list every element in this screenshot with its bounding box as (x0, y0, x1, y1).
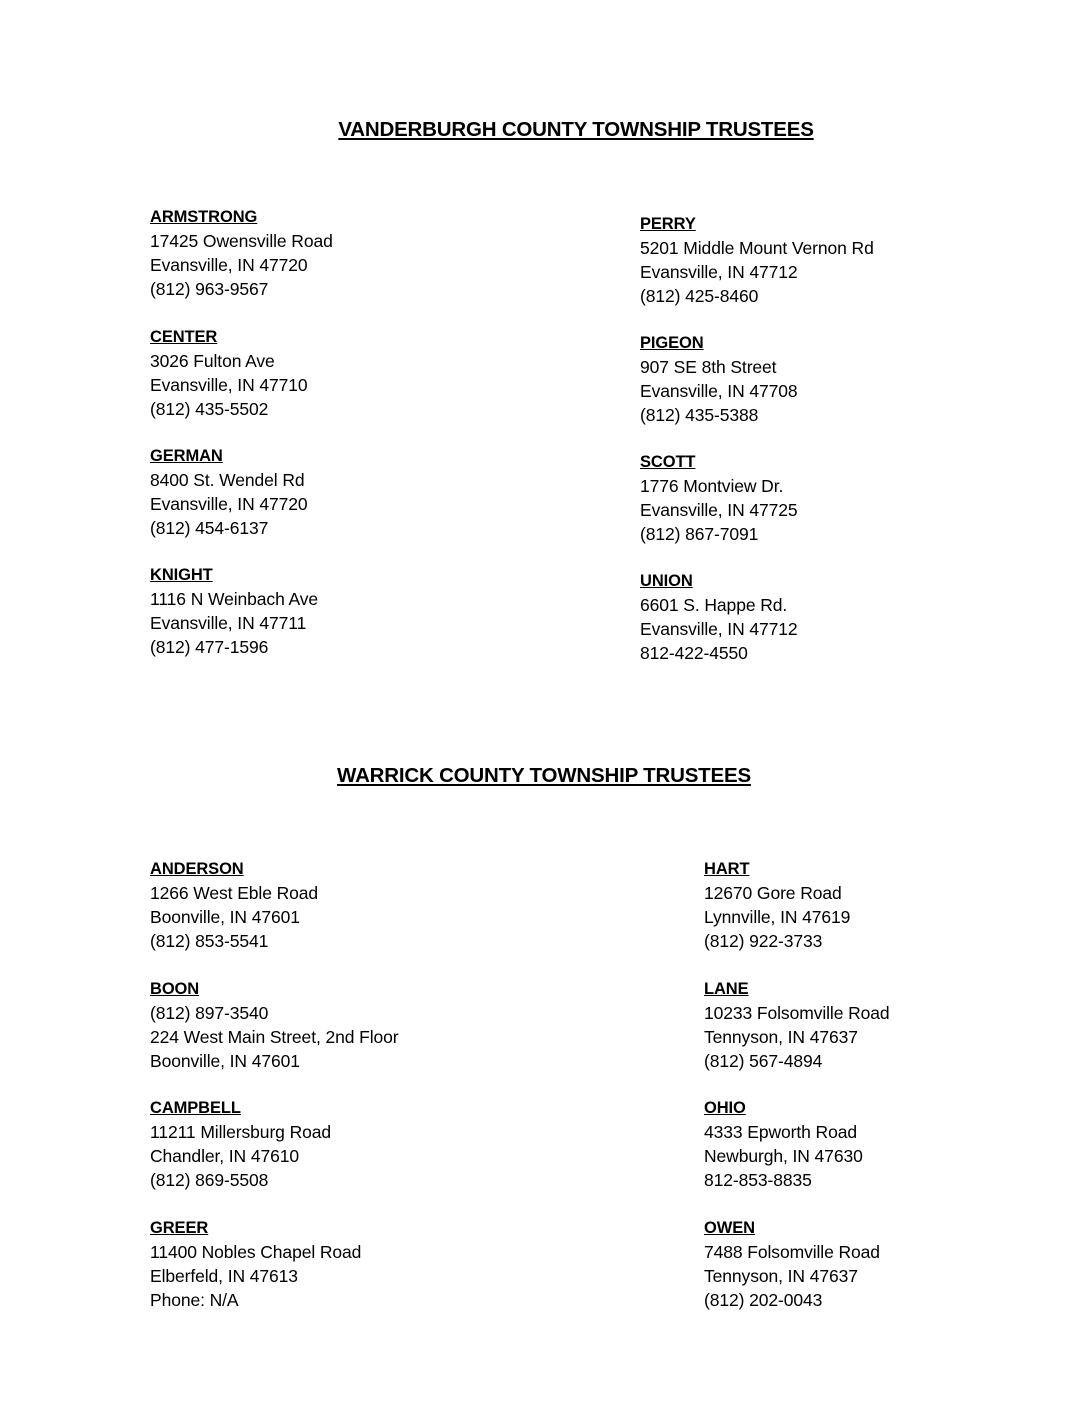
phone-line: 812-422-4550 (640, 643, 748, 663)
city-line: Newburgh, IN 47630 (704, 1146, 863, 1166)
township-name: UNION (640, 572, 693, 590)
township-name: OWEN (704, 1219, 755, 1237)
township-pigeon (640, 331, 798, 427)
township-name: ARMSTRONG (150, 208, 258, 226)
address-line: 3026 Fulton Ave (150, 351, 275, 371)
phone-line: (812) 897-3540 (150, 1003, 269, 1023)
city-line: Evansville, IN 47712 (640, 262, 798, 282)
township-name: SCOTT (640, 453, 696, 471)
address-line: 224 West Main Street, 2nd Floor (150, 1027, 399, 1047)
warrick-title: WARRICK COUNTY TOWNSHIP TRUSTEES (337, 764, 751, 787)
address-line: 6601 S. Happe Rd. (640, 595, 788, 615)
phone-line: (812) 477-1596 (150, 637, 269, 657)
phone-line: 812-853-8835 (704, 1170, 812, 1190)
township-hart (704, 857, 850, 953)
township-name: BOON (150, 980, 200, 998)
address-line: 5201 Middle Mount Vernon Rd (640, 238, 874, 258)
township-greer (150, 1216, 361, 1312)
township-name: CAMPBELL (150, 1099, 241, 1117)
township-name: CENTER (150, 328, 218, 346)
address-line: 10233 Folsomville Road (704, 1003, 890, 1023)
address-line: 12670 Gore Road (704, 883, 842, 903)
city-line: Evansville, IN 47710 (150, 375, 308, 395)
township-anderson (150, 857, 318, 953)
address-line: 8400 St. Wendel Rd (150, 470, 305, 490)
township-boon (150, 977, 399, 1073)
township-ohio (704, 1096, 863, 1192)
township-center (150, 325, 308, 421)
address-line: 11211 Millersburg Road (150, 1122, 332, 1142)
phone-line: (812) 567-4894 (704, 1051, 823, 1071)
township-owen (704, 1216, 880, 1312)
township-armstrong (150, 205, 333, 301)
township-knight (150, 563, 318, 659)
address-line: 907 SE 8th Street (640, 357, 777, 377)
address-line: 4333 Epworth Road (704, 1122, 857, 1142)
city-line: Boonville, IN 47601 (150, 1051, 300, 1071)
phone-line: (812) 922-3733 (704, 931, 823, 951)
township-name: GREER (150, 1219, 209, 1237)
city-line: Evansville, IN 47711 (150, 613, 307, 633)
address-line: 1266 West Eble Road (150, 883, 319, 903)
city-line: Lynnville, IN 47619 (704, 907, 851, 927)
phone-line: Phone: N/A (150, 1290, 239, 1310)
phone-line: (812) 435-5388 (640, 405, 759, 425)
township-name: HART (704, 860, 750, 878)
township-name: GERMAN (150, 447, 223, 465)
township-name: OHIO (704, 1099, 746, 1117)
township-name: KNIGHT (150, 566, 213, 584)
city-line: Chandler, IN 47610 (150, 1146, 300, 1166)
address-line: 1116 N Weinbach Ave (150, 589, 319, 609)
city-line: Evansville, IN 47720 (150, 255, 308, 275)
address-line: 7488 Folsomville Road (704, 1242, 880, 1262)
township-name: LANE (704, 980, 749, 998)
city-line: Evansville, IN 47708 (640, 381, 798, 401)
vanderburgh-title: VANDERBURGH COUNTY TOWNSHIP TRUSTEES (338, 118, 814, 141)
phone-line: (812) 435-5502 (150, 399, 269, 419)
phone-line: (812) 202-0043 (704, 1290, 823, 1310)
township-perry (640, 212, 874, 308)
city-line: Tennyson, IN 47637 (704, 1266, 858, 1286)
city-line: Boonville, IN 47601 (150, 907, 300, 927)
city-line: Elberfeld, IN 47613 (150, 1266, 298, 1286)
township-lane (704, 977, 890, 1073)
city-line: Evansville, IN 47725 (640, 500, 798, 520)
phone-line: (812) 867-7091 (640, 524, 759, 544)
phone-line: (812) 853-5541 (150, 931, 269, 951)
township-scott (640, 450, 798, 546)
address-line: 11400 Nobles Chapel Road (150, 1242, 362, 1262)
city-line: Evansville, IN 47712 (640, 619, 798, 639)
address-line: 1776 Montview Dr. (640, 476, 784, 496)
phone-line: (812) 454-6137 (150, 518, 269, 538)
township-campbell (150, 1096, 331, 1192)
township-name: PIGEON (640, 334, 704, 352)
township-name: PERRY (640, 215, 696, 233)
phone-line: (812) 869-5508 (150, 1170, 269, 1190)
city-line: Tennyson, IN 47637 (704, 1027, 858, 1047)
phone-line: (812) 963-9567 (150, 279, 269, 299)
township-name: ANDERSON (150, 860, 244, 878)
township-union (640, 569, 798, 665)
address-line: 17425 Owensville Road (150, 231, 333, 251)
township-german (150, 444, 308, 540)
city-line: Evansville, IN 47720 (150, 494, 308, 514)
phone-line: (812) 425-8460 (640, 286, 759, 306)
